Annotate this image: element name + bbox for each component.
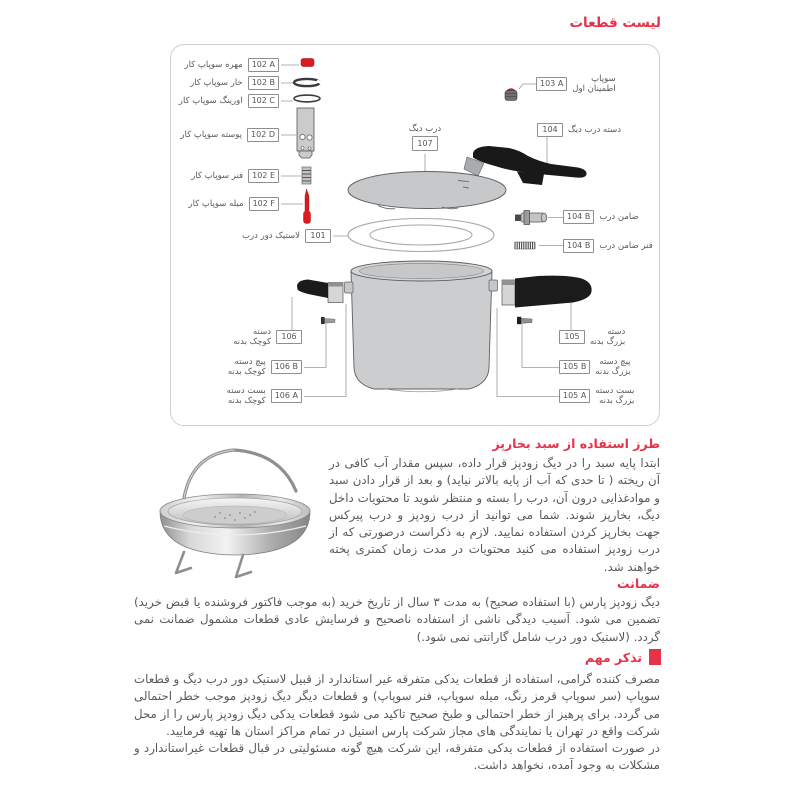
part-name-line1: بست دسته bbox=[226, 385, 266, 396]
part-name: خار سوپاپ کار bbox=[190, 78, 243, 88]
notice-section-body bbox=[134, 671, 660, 775]
basket-bowl bbox=[160, 494, 310, 555]
part-code-box: 101 bbox=[305, 229, 331, 244]
parts-diagram bbox=[170, 44, 660, 426]
part-code-box: 107 bbox=[412, 136, 438, 151]
part-label-104 bbox=[537, 123, 621, 137]
part-code-box: 105 A bbox=[559, 389, 590, 404]
valve-oring-icon bbox=[294, 95, 320, 102]
valve-clip-icon bbox=[294, 79, 322, 86]
part-name: درب دیگ bbox=[408, 124, 442, 134]
part-label-106 bbox=[233, 326, 302, 348]
part-code-box: 102 A bbox=[248, 58, 279, 73]
warranty-section-heading: ضمانت bbox=[616, 576, 660, 591]
warranty-paragraph: دیگ زودپز پارس (با استفاده صحیح) به مدت ۳ سال از تاریخ خرید (به موجب فاکتور فروشنده یا قبض خرید) تضمین می شود. آسیب دیدگی ناشی از استفاده ناصحیح و فرسایش عادی قطعات مشمول ضمانت نمی گردد. (لاستیک دور درب شامل گارانتی نمی شود.) bbox=[134, 595, 661, 644]
part-label-101 bbox=[242, 229, 331, 243]
part-label-106a bbox=[227, 385, 302, 407]
part-name: اورینگ سوپاپ کار bbox=[178, 96, 243, 106]
notice-paragraph-2: در صورت استفاده از قطعات یدکی متفرقه، این شرکت هیچ گونه مسئولیتی در قبال قطعات غیراستاندارد و مشکلات به وجود آمده، نخواهد داشت. bbox=[134, 741, 660, 773]
part-code-box: 102 E bbox=[248, 169, 279, 184]
part-name: فنر ضامن درب bbox=[599, 241, 653, 251]
part-name: مهره سوپاپ کار bbox=[184, 60, 243, 70]
part-name-line2: بزرگ بدنه bbox=[595, 367, 631, 377]
steamer-paragraph: ابتدا پایه سبد را در دیگ زودپز قرار داده، سپس مقدار آب کافی در آن ریخته ( تا حدی که آب از پایه بالاتر نیاید) و بعد از قرار دادن سبد و موادغذایی درون آن، درب را بسته و منتظر شوید تا محتویات داخل دیگ، بخارپز شوند. شما می توانید از درب زودپز و درب پیرکس جهت بخارپز کردن استفاده نمایید. لازم به ذکراست درصورتی که از درب زودپز استفاده می کنید محتویات در مدت زمان کمتری پخته خواهند شد. bbox=[329, 456, 660, 574]
valve-spring-icon bbox=[302, 167, 311, 184]
part-label-105 bbox=[559, 326, 625, 348]
part-code-box: 102 D bbox=[247, 128, 279, 143]
steamer-section-heading: طرز استفاده از سبد بخارپز bbox=[492, 436, 660, 451]
part-label-106b bbox=[228, 356, 302, 378]
part-name-line2: کوچک بدنه bbox=[227, 367, 266, 377]
part-label-107 bbox=[399, 124, 451, 151]
basket-legs bbox=[176, 552, 251, 577]
part-code-box: 106 B bbox=[271, 360, 302, 375]
steamer-basket-image bbox=[146, 436, 324, 580]
large-body-handle-icon bbox=[502, 276, 592, 308]
part-name-line1: بست دسته bbox=[595, 385, 635, 396]
part-name: فنر سوپاپ کار bbox=[191, 171, 244, 181]
part-code-box: 102 B bbox=[248, 76, 279, 91]
part-label-102f bbox=[188, 197, 279, 211]
part-label-104b-latch bbox=[563, 210, 639, 224]
part-name: لاستیک دور درب bbox=[242, 231, 300, 241]
part-name: ضامن درب bbox=[599, 212, 639, 222]
notice-section-heading bbox=[585, 649, 661, 665]
part-label-102d bbox=[180, 128, 279, 142]
valve-rod-icon bbox=[304, 189, 311, 224]
part-name: دسته درب دیگ bbox=[568, 125, 622, 135]
part-code-box: 105 bbox=[559, 330, 585, 345]
red-square-marker-icon bbox=[649, 649, 661, 665]
handle-screw-right-icon bbox=[517, 317, 532, 324]
part-name-line2: کوچک بدنه bbox=[227, 396, 266, 406]
part-label-103a bbox=[536, 73, 616, 95]
notice-heading-text: تذکر مهم bbox=[584, 649, 642, 665]
part-code-box: 104 B bbox=[563, 210, 594, 225]
part-label-102e bbox=[191, 169, 279, 183]
part-name-line1: پیچ دسته bbox=[599, 356, 631, 367]
part-code-box: 102 F bbox=[249, 197, 279, 212]
page-title: لیست قطعات bbox=[569, 15, 661, 31]
part-name: پوسته سوپاپ کار bbox=[180, 130, 243, 140]
part-name-line2: بزرگ بدنه bbox=[590, 337, 626, 347]
steamer-section-body bbox=[329, 455, 660, 576]
part-name: میله سوپاپ کار bbox=[188, 199, 244, 209]
part-label-102b bbox=[190, 76, 279, 90]
part-code-box: 105 B bbox=[559, 360, 590, 375]
part-label-105b bbox=[559, 356, 631, 378]
part-label-102c bbox=[179, 94, 279, 108]
small-body-handle-icon bbox=[297, 280, 343, 303]
valve-nut-icon bbox=[301, 59, 314, 67]
part-name-line1: پیچ دسته bbox=[234, 356, 266, 367]
warranty-section-body bbox=[134, 594, 660, 646]
gasket-icon bbox=[348, 219, 494, 252]
part-name-line2: کوچک بدنه bbox=[233, 337, 271, 347]
door-latch-icon bbox=[515, 211, 547, 225]
part-code-box: 103 A bbox=[536, 77, 567, 92]
part-label-104b-spring bbox=[563, 239, 653, 253]
part-name-line1: سوپاپ bbox=[591, 73, 616, 84]
part-code-box: 102 C bbox=[248, 94, 279, 109]
part-code-box: 104 B bbox=[563, 239, 594, 254]
latch-spring-icon bbox=[515, 242, 535, 249]
safety-valve-icon bbox=[505, 89, 517, 101]
part-label-105a bbox=[559, 385, 634, 407]
pot-body-icon bbox=[345, 261, 498, 392]
basket-handle-wire bbox=[184, 450, 296, 498]
part-name-line1: دسته bbox=[607, 326, 626, 337]
valve-housing-icon bbox=[297, 108, 314, 158]
part-code-box: 106 A bbox=[271, 389, 302, 404]
handle-screw-left-icon bbox=[321, 317, 335, 324]
part-name-line2: بزرگ بدنه bbox=[599, 396, 635, 406]
part-name-line2: اطمینان اول bbox=[572, 84, 616, 94]
notice-paragraph-1: مصرف کننده گرامی، استفاده از قطعات یدکی متفرقه غیر استاندارد از قبیل لاستیک دور درب دیگ و قطعات سوپاپ (سر سوپاپ قرمز رنگ، میله سوپاپ، فنر سوپاپ) و قطعات دیگر دیگ زودپز موجب خطر احتمالی می گردد. برای پرهیز از خطر احتمالی و طبخ صحیح تاکید می شود قطعات یدکی دیگ زودپز پارس را از محل شرکت واقع در تهران یا نمایندگی های مجاز شرکت پارس استیل در تمام مراکز استان ها تهیه فرمایید. bbox=[134, 672, 660, 738]
lid-icon bbox=[348, 172, 506, 209]
part-code-box: 106 bbox=[276, 330, 302, 345]
part-code-box: 104 bbox=[537, 123, 563, 138]
part-name-line1: دسته bbox=[252, 326, 271, 337]
part-label-102a bbox=[184, 58, 279, 72]
